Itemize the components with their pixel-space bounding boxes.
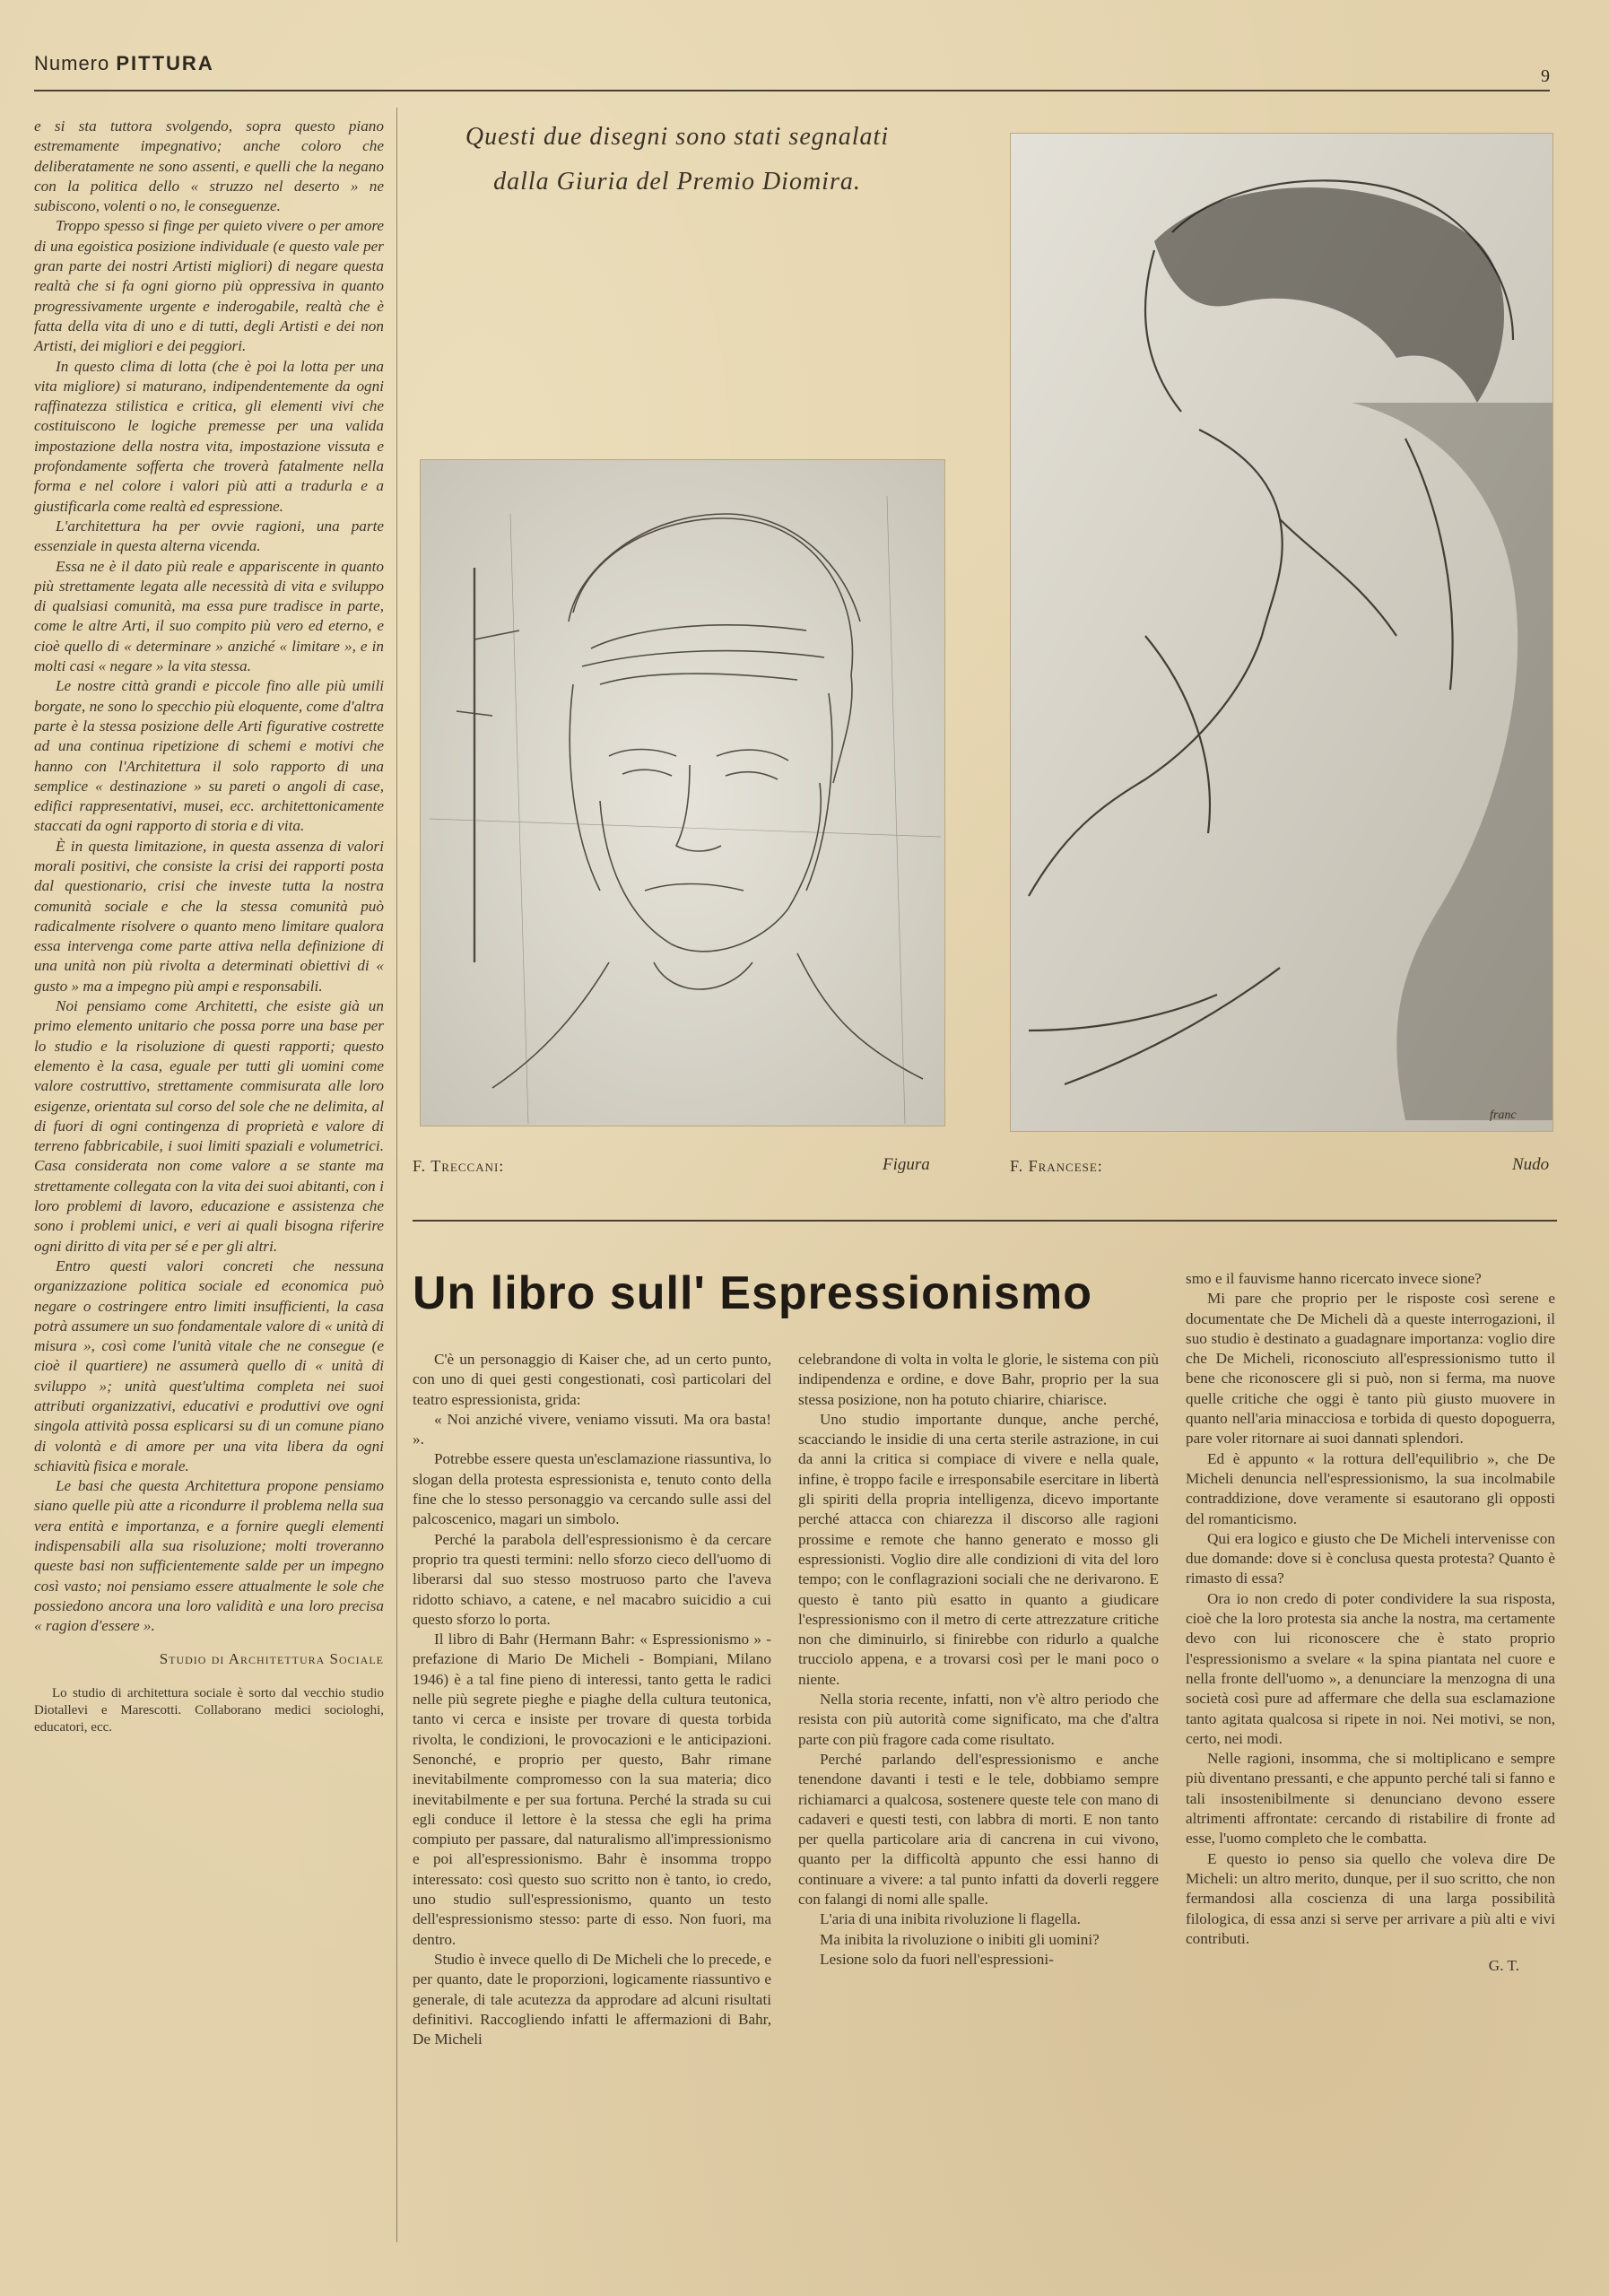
article-paragraph: « Noi anziché vivere, veniamo vissuti. Ma ora basta! ». xyxy=(413,1410,771,1448)
article-column-1 xyxy=(413,1350,771,2049)
left-paragraph: Essa ne è il dato più reale e appariscente in quanto più strettamente legata alle necessità di vita e sviluppo di qualsiasi comunità, ma essa pure tradisce in parte, come le altre Arti, il suo compito più vero ed eterno, e cioè quello di « determinare » anziché « limitare », e in molti casi « negare » la vita stessa. xyxy=(34,557,384,675)
caption-title-1: Figura xyxy=(883,1155,930,1174)
article-paragraph: Nelle ragioni, insomma, che si moltiplicano e sempre più diventano pressanti, e che appunto perché tali si fanno e tali insostenibilmente si denunciano devono essere altrimenti affrontate: cercando di ristabilire di fronte ad esse, l'uomo completo che le combatta. xyxy=(1186,1750,1555,1848)
drawing-nudo xyxy=(1010,133,1553,1132)
article-paragraph: Ed è appunto « la rottura dell'equilibrio », che De Micheli denuncia nell'espressionismo, la sua incolmabile contraddizione, dove veramente si esautorano gli opposti del romanticismo. xyxy=(1186,1449,1555,1527)
article-paragraph: Perché parlando dell'espressionismo e anche tenendone davanti i testi e le tele, dobbiamo sempre richiamarci a qualcosa, sostenere queste tele con mano di cadaveri e questi testi, con labbra di morti. E non tanto per quella particolare aria di cancrena in cui vivono, quanto per la difficoltà appunto che essi hanno di continuare a vivere: a tal punto infatti da doverli reggere con falangi di nomi alle spalle. xyxy=(798,1750,1159,1909)
article-paragraph: Uno studio importante dunque, anche perché, scacciando le insidie di una certa sterile astrazione, in cui da anni la critica si compiace di vivere e nella quale, infine, è troppo facile e irresponsabile esercitare in libertà gli spiriti della propria intelligenza, dicevo importante perché attacca con chiarezza il discorso alle ragioni prossime e remote che hanno generato e mosso gli espressionisti. Voglio dire alle condizioni di vita del loro tempo; con le conflagrazioni sociali che ne derivarono. E questo è tanto più esatto in quanto a giudicare l'espressionismo con il metro di certe attrezzature critiche non che diminuirlo, si finirebbe con ridurlo a qualche trucciolo appena, e a trovarsi così per le mani poco o niente. xyxy=(798,1410,1159,1688)
drawings-caption xyxy=(422,115,933,204)
article-paragraph: Ora io non credo di poter condividere la sua risposta, cioè che la loro protesta sia anche la nostra, ma certamente devo con lui riconoscere che è stato proprio l'espressionismo a svelare « la spina piantata nel cuore e nella fronte dell'uomo », a denunciare la menzogna di una società così pure ad affermare che della sua esclamazione tanto agitata qualcosa si ripete in noi. Nei motivi, se non, certo, nei modi. xyxy=(1186,1589,1555,1747)
portrait-drawing-image xyxy=(421,460,944,1126)
article-paragraph: Mi pare che proprio per le risposte così serene e documentate che De Micheli dà a queste interrogazioni, il suo studio è destinato a guadagnare importanza: voglio dire che De Micheli, riconosciuto all'espressionismo tutto il bene che riconoscere gli si può, non si ferma, ma nuove quelle critiche che oggi è tanto più giusto muovere in quanto nell'aria minacciosa e torbida di questo dopoguerra, pare voler ritornare ai suoi dannati splendori. xyxy=(1186,1290,1555,1448)
drawings-caption-line1: Questi due disegni sono stati segnalati xyxy=(465,123,890,151)
article-column-3 xyxy=(1186,1269,1555,1976)
article-paragraph: Nella storia recente, infatti, non v'è altro periodo che resista con più autorità come significato, ma che d'altra parte con più fragore cada come risultato. xyxy=(798,1691,1159,1748)
article-paragraph: Studio è invece quello di De Micheli che lo precede, e per quanto, date le proporzioni, logicamente riassuntivo e generale, di tale acutezza da approdare ad alcuni risultati definitivi. Raccogliendo infatti le affermazioni di Bahr, De Micheli xyxy=(413,1950,771,2048)
left-paragraph: Le basi che questa Architettura propone pensiamo siano quelle più atte a ricondurre il problema nella sua vera entità e importanza, e a fornire quegli elementi indispensabili alla sua risoluzione; molti troveranno queste basi non sufficientemente salde per un impegno così vasto; noi pensiamo essere attualmente le sole che possiedono ancora una loro validità e una loro precisa « ragion d'essere ». xyxy=(34,1477,384,1635)
article-paragraph: celebrandone di volta in volta le glorie, le sistema con più indipendenza e ordine, e dove Bahr, proprio per la sua stessa posizione, non ha potuto chiarire, chiarisce. xyxy=(798,1351,1159,1408)
article-paragraph: Qui era logico e giusto che De Micheli intervenisse con due domande: dove si è conclusa questa protesta? Quanto è rimasto di essa? xyxy=(1186,1529,1555,1587)
left-paragraph: È in questa limitazione, in questa assenza di valori morali positivi, che consiste la crisi dei rapporti posta dal questionario, crisi che investe tutta la nostra comunità sociale e che la stessa comunità può radicalmente risolvere o quanto meno limitare qualora essa intervenga come parte attiva nella definizione di una unità non più rivolta a determinati obiettivi di « gusto » ma a impegno più ampi e responsabili. xyxy=(34,837,384,995)
article-column-2 xyxy=(798,1350,1159,1970)
nude-drawing-image xyxy=(1011,134,1552,1131)
article-paragraph: Il libro di Bahr (Hermann Bahr: « Espressionismo » - prefazione di Mario De Micheli - Bompiani, Milano 1946) è a tal fine pieno di interessi, tanto getta le radici nelle più segrete pieghe e piaghe della cultura teutonica, tanto vi cerca e insiste per trovare di questa torbida rivolta, le condizioni, le provocazioni e le anticipazioni. Senonché, e proprio per questo, Bahr rimane inevitabilmente compromesso con la sua materia; dico inevitabilmente e per sua fortuna. Perché la strada su cui egli conduce il lettore è la stessa che egli ha prima compiuto per passare, dal naturalismo all'impressionismo e poi all'espressionismo. Bahr è insomma troppo interessato: così questo suo scritto non è tanto, io credo, uno studio sull'espressionismo, quanto un testo dell'espressionismo stesso: parte di esso. Non fuori, ma dentro. xyxy=(413,1631,771,1948)
caption-artist-1: F. Treccani: xyxy=(413,1157,505,1175)
left-paragraph: In questo clima di lotta (che è poi la lotta per una vita migliore) si maturano, indipendentemente da ogni raffinatezza stilistica e critica, gli elementi vivi che costituiscono le logiche premesse per una valida impostazione della nostra vita, impostazione vissuta e profondamente sofferta che troverà fatalmente nella forma e nel colore i valori più atti a tradurla e a giustificarla come realtà ed espressione. xyxy=(34,357,384,515)
article-paragraph: Potrebbe essere questa un'esclamazione riassuntiva, lo slogan della protesta espressionista e, tenuto conto della fine che lo stesso personaggio va cercando sulle assi del palcoscenico, magari un simbolo. xyxy=(413,1450,771,1528)
drawing-signature: franc xyxy=(1490,1109,1517,1122)
article-paragraph: E questo io penso sia quello che voleva dire De Micheli: un altro merito, dunque, per il suo scritto, che non fermandosi alla coscienza di una larga possibilità filologica, di essa anzi si serve per arrivare a più alti e vivi contributi. xyxy=(1186,1849,1555,1947)
header-rule xyxy=(34,90,1550,91)
left-paragraph: e si sta tuttora svolgendo, sopra questo piano estremamente impegnativo; anche coloro che deliberatamente ne sono assenti, e quelli che la negano con la politica dello « struzzo nel deserto » ne subiscono, volenti o no, le conseguenze. xyxy=(34,117,384,215)
left-paragraph: L'architettura ha per ovvie ragioni, una parte essenziale in questa alterna vicenda. xyxy=(34,517,384,555)
left-paragraph: Noi pensiamo come Architetti, che esiste già un primo elemento unitario che possa porre una base per lo studio e la risoluzione di questi rapporti; questo elemento è la casa, eguale per tutti gli uomini come valore costruttivo, strettamente commisurata alle loro esigenze, orientata sul corso del sole che ne delimita, al di fuori di ogni contingenza di proprietà e valore di terreno fabbricabile, i suoi limiti spaziali e volumetrici. Casa considerata non come valore a se stante ma strettamente collegata con la vita dei suoi abitanti, con i loro problemi di lavoro, educazione e assistenza che sono i problemi unici, e veri ai quali bisogna riferire ogni diritto di vita per sé e per gli altri. xyxy=(34,997,384,1255)
left-column xyxy=(34,117,384,1736)
caption-title-2: Nudo xyxy=(1512,1155,1550,1174)
article-paragraph: smo e il fauvisme hanno ricercato invece sione? xyxy=(1186,1270,1482,1287)
article-rule xyxy=(413,1220,1557,1222)
column-rule xyxy=(396,108,397,2242)
left-note: Lo studio di architettura sociale è sorto dal vecchio studio Diotallevi e Marescotti. Collaborano medici sociologhi, educatori, ecc. xyxy=(34,1685,384,1735)
article-paragraph: Ma inibita la rivoluzione o inibiti gli uomini? xyxy=(820,1930,1100,1948)
caption-artist-2: F. Francese: xyxy=(1010,1157,1103,1175)
article-signature: G. T. xyxy=(1488,1957,1519,1975)
article-paragraph: Perché la parabola dell'espressionismo è da cercare proprio tra questi termini: nello sforzo cieco dell'uomo di liberarsi dal suo stesso mostruoso parto che l'aveva ridotto schiavo, a catene, e nel macabro suicidio a cui questo sforzo lo porta. xyxy=(413,1530,771,1628)
article-title: Un libro sull' Espressionismo xyxy=(413,1267,1092,1319)
header-label: Numero xyxy=(34,52,110,74)
article-paragraph: L'aria di una inibita rivoluzione li flagella. xyxy=(820,1910,1081,1928)
drawing-figura xyxy=(420,459,945,1126)
header-section: PITTURA xyxy=(116,52,214,74)
page-header xyxy=(34,52,214,75)
left-signature: Studio di Architettura Sociale xyxy=(159,1649,384,1667)
left-paragraph: Le nostre città grandi e piccole fino alle più umili borgate, ne sono lo specchio più eloquente, come d'altra parte è la stessa posizione delle Arti figurative costrette ad una continua ripetizione di schemi e motivi che hanno con l'Architettura il solo rapporto di una semplice « destinazione » su pareti o angoli di case, edifici rappresentativi, musei, ecc. architettonicamente staccati da ogni rapporto di storia e di vita. xyxy=(34,677,384,835)
left-paragraph: Entro questi valori concreti che nessuna organizzazione politica sociale ed economica può negare o costringere entro limiti insufficienti, la casa potrà assumere un suo fondamentale valore di « unità di misura », così come l'unità vitale che ne conseguе (e cioè il quartiere) ne assumerà quello di « unità di sviluppo »; unità quest'ultima completa nei suoi attributi organizzativi, educativi e produttivi ove ogni singola attività possa esplicarsi su di un comune piano di volontà e di amore per una vita libera da ogni schiavitù fisica e morale. xyxy=(34,1257,384,1474)
drawings-caption-line2: dalla Giuria del Premio Diomira. xyxy=(493,168,861,196)
page-number: 9 xyxy=(1541,66,1550,86)
left-paragraph: Troppo spesso si finge per quieto vivere o per amore di una egoistica posizione individuale (e questo vale per gran parte dei nostri Artisti migliori) di negare questa realtà che si fa ogni giorno più oppressiva in quanto progressivamente urgente e inderogabile, realtà che è fatta della vita di uno e di tutti, degli Artisti e dei non Artisti, dei migliori e dei peggiori. xyxy=(34,217,384,355)
article-paragraph: Lesione solo da fuori nell'espressioni- xyxy=(820,1950,1054,1968)
article-paragraph: C'è un personaggio di Kaiser che, ad un certo punto, con uno di quei gesti congestionati, così particolari del teatro espressionista, grida: xyxy=(413,1351,771,1408)
